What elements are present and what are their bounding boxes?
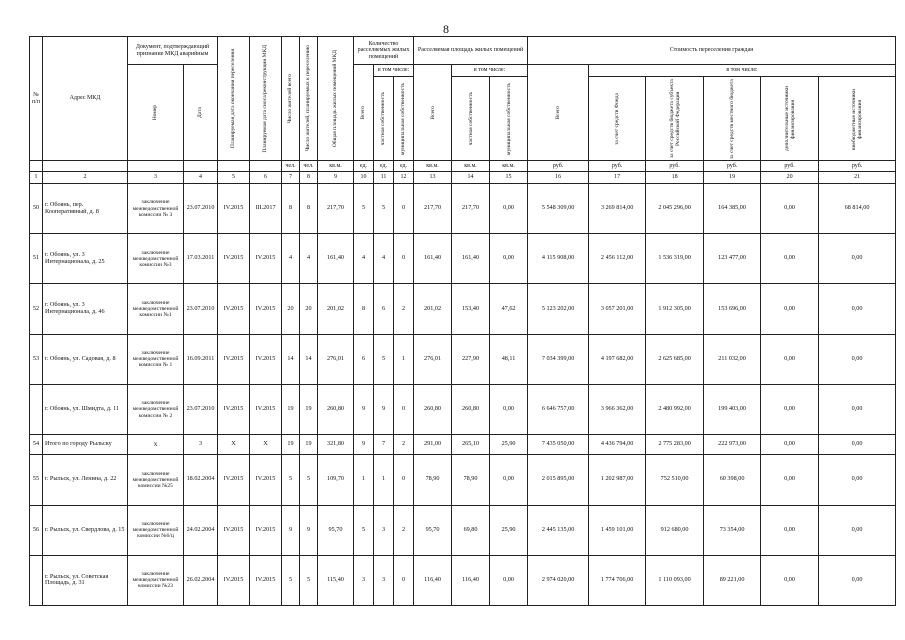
table-cell: X	[128, 435, 184, 455]
table-cell: г. Обоянь, ул. Шмидта, д. 11	[43, 384, 128, 434]
table-cell: 9	[374, 384, 394, 434]
table-cell: 6	[374, 284, 394, 334]
col-doc-date-header: Дата	[197, 107, 204, 118]
table-cell: 23.07.2010	[184, 384, 218, 434]
table-cell: 0,00	[819, 455, 896, 505]
table-cell: 1 774 706,00	[589, 555, 646, 605]
table-cell: 54	[30, 435, 43, 455]
table-cell: 123 477,00	[704, 234, 761, 284]
table-cell: 1	[374, 455, 394, 505]
table-cell: 12	[394, 172, 414, 184]
table-cell: 161,40	[452, 234, 490, 284]
col-residents-total-header: Число жителей всего	[287, 73, 294, 124]
table-cell: 3 057 201,00	[589, 284, 646, 334]
table-cell: 14	[282, 334, 300, 384]
table-cell: 260,80	[414, 384, 452, 434]
table-cell: 0,00	[761, 435, 819, 455]
table-cell	[30, 384, 43, 434]
table-row	[30, 284, 896, 334]
table-cell: руб.	[528, 161, 589, 172]
table-cell: 1	[354, 455, 374, 505]
table-cell: 7 034 399,00	[528, 334, 589, 384]
table-cell: 48,11	[490, 334, 528, 384]
col-num-header: № п/п	[30, 37, 43, 161]
table-cell: 0,00	[490, 555, 528, 605]
table-cell: 276,01	[318, 334, 354, 384]
table-cell: 8	[354, 284, 374, 334]
table-cell: IV.2015	[250, 234, 282, 284]
table-cell: IV.2015	[250, 334, 282, 384]
table-cell: 1 202 987,00	[589, 455, 646, 505]
table-cell: кв.м.	[452, 161, 490, 172]
table-cell: 0,00	[761, 384, 819, 434]
table-cell: 116,40	[414, 555, 452, 605]
table-cell: 0	[394, 184, 414, 234]
table-body	[30, 184, 896, 606]
table-cell: заключение межведомственной комиссии №6/ц	[128, 505, 184, 555]
table-cell: г. Обоянь, ул. Садовая, д. 8	[43, 334, 128, 384]
table-cell: заключение межведомственной комиссии №25	[128, 455, 184, 505]
table-cell: 227,90	[452, 334, 490, 384]
table-cell: 0,00	[819, 234, 896, 284]
table-cell: кв.м.	[318, 161, 354, 172]
table-cell: 1 912 305,00	[646, 284, 704, 334]
table-cell: 0	[394, 234, 414, 284]
table-cell: 4	[354, 234, 374, 284]
table-cell: 1	[394, 334, 414, 384]
table-cell: 1	[30, 172, 43, 184]
table-cell: IV.2015	[218, 384, 250, 434]
table-row	[30, 384, 896, 434]
table-cell: IV.2015	[218, 334, 250, 384]
table-cell: 73 354,00	[704, 505, 761, 555]
table-cell: 9	[318, 172, 354, 184]
table-cell: 21	[819, 172, 896, 184]
col-unfavorable-header: внебюджетные источники финансирования	[851, 87, 864, 150]
table-cell: 3	[374, 555, 394, 605]
table-cell: чел.	[300, 161, 318, 172]
col-document-header: Документ, подтверждающий признание МКД аварийным	[128, 37, 218, 65]
table-cell: IV.2015	[218, 234, 250, 284]
table-cell: 23.07.2010	[184, 184, 218, 234]
table-cell: 0,00	[761, 334, 819, 384]
table-cell: заключение межведомственной комиссии № 3	[128, 184, 184, 234]
table-cell: 4	[300, 234, 318, 284]
table-cell: 2 015 895,00	[528, 455, 589, 505]
table-cell: 53	[30, 334, 43, 384]
table-cell: 115,40	[318, 555, 354, 605]
table-cell: 161,40	[414, 234, 452, 284]
table-cell: 3	[354, 555, 374, 605]
table-cell: IV.2015	[218, 555, 250, 605]
table-cell: 0,00	[490, 384, 528, 434]
table-cell: заключение межведомственной комиссии № 1	[128, 334, 184, 384]
table-cell: 0,00	[761, 555, 819, 605]
col-cost-header: Стоимость переселения граждан	[528, 37, 896, 65]
table-cell: 51	[30, 234, 43, 284]
table-cell: 0,00	[490, 234, 528, 284]
col-demolition-header: Планируемая дата сноса/реконструкции МКД	[262, 44, 269, 153]
col-fund-header: за счет средств Фонда	[614, 92, 621, 145]
table-cell: ед.	[394, 161, 414, 172]
table-cell: заключение межведомственной комиссии №3	[128, 234, 184, 284]
col-rooms-municipal-header: муниципальная собственность	[400, 82, 407, 155]
table-cell: 10	[354, 172, 374, 184]
table-row	[30, 555, 896, 605]
table-cell: 0,00	[819, 555, 896, 605]
table-cell: 4	[374, 234, 394, 284]
table-cell: 260,80	[452, 384, 490, 434]
table-cell: 56	[30, 505, 43, 555]
resettlement-table	[29, 36, 896, 606]
table-cell: 164 385,00	[704, 184, 761, 234]
table-cell: Итого по городу Рыльску	[43, 435, 128, 455]
table-cell: 55	[30, 455, 43, 505]
table-cell: 291,00	[414, 435, 452, 455]
table-cell: X	[250, 435, 282, 455]
table-cell: 4	[184, 172, 218, 184]
table-cell: 50	[30, 184, 43, 234]
table-cell	[30, 161, 43, 172]
table-cell: 9	[300, 505, 318, 555]
table-cell: 0,00	[490, 184, 528, 234]
table-cell: X	[218, 435, 250, 455]
table-cell: IV.2015	[218, 455, 250, 505]
table-cell: 0,00	[761, 505, 819, 555]
table-cell: 3 269 814,00	[589, 184, 646, 234]
col-address-header: Адрес МКД	[43, 37, 128, 161]
table-cell: 9	[354, 435, 374, 455]
table-cell: 0,00	[819, 435, 896, 455]
table-cell: 109,70	[318, 455, 354, 505]
table-cell: 321,80	[318, 435, 354, 455]
table-cell	[43, 161, 128, 172]
table-cell: 5 123 202,00	[528, 284, 589, 334]
table-row	[30, 455, 896, 505]
table-cell: 0,00	[761, 455, 819, 505]
table-cell: 26.02.2004	[184, 555, 218, 605]
col-total-area-header: Общая площадь жилых помещений МКД	[332, 49, 339, 148]
table-cell: 1 110 093,00	[646, 555, 704, 605]
table-cell: 276,01	[414, 334, 452, 384]
table-cell: 25,90	[490, 435, 528, 455]
table-cell: 2	[43, 172, 128, 184]
table-cell: 5 548 309,00	[528, 184, 589, 234]
table-cell: 95,70	[414, 505, 452, 555]
table-cell: 5	[218, 172, 250, 184]
table-cell: 4 436 794,00	[589, 435, 646, 455]
table-cell: руб.	[761, 161, 819, 172]
table-cell: руб.	[646, 161, 704, 172]
table-cell: 5	[300, 555, 318, 605]
table-cell: 0	[394, 455, 414, 505]
table-cell: 16	[528, 172, 589, 184]
table-cell: 6	[250, 172, 282, 184]
col-cost-total-header: Всего	[555, 105, 562, 120]
table-cell: 260,80	[318, 384, 354, 434]
col-rooms-private-header: частная собственность	[380, 91, 387, 146]
table-cell: IV.2015	[250, 505, 282, 555]
col-area-including-header: в том числе:	[452, 65, 528, 77]
table-cell: кв.м.	[490, 161, 528, 172]
table-cell: 19	[282, 384, 300, 434]
table-cell: кв.м.	[414, 161, 452, 172]
table-cell: 0,00	[819, 505, 896, 555]
table-cell: 0,00	[490, 455, 528, 505]
table-cell: 19	[704, 172, 761, 184]
table-cell	[250, 161, 282, 172]
table-cell: 7 435 050,00	[528, 435, 589, 455]
table-cell: 4	[282, 234, 300, 284]
table-cell: 222 973,00	[704, 435, 761, 455]
table-cell: 19	[300, 435, 318, 455]
table-cell: ед.	[374, 161, 394, 172]
table-cell: 6 646 757,00	[528, 384, 589, 434]
table-cell: заключение межведомственной комиссии № 2	[128, 384, 184, 434]
table-cell: 1 536 319,00	[646, 234, 704, 284]
table-cell: г. Обоянь, ул. 3 Интернационала, д. 25	[43, 234, 128, 284]
table-row	[30, 505, 896, 555]
table-cell: 4 115 908,00	[528, 234, 589, 284]
table-cell: 153 696,00	[704, 284, 761, 334]
table-cell: 161,40	[318, 234, 354, 284]
page-number: 8	[443, 22, 449, 36]
table-cell: IV.2015	[250, 284, 282, 334]
table-cell: 78,90	[452, 455, 490, 505]
table-cell: IV.2015	[218, 184, 250, 234]
table-cell: 17	[589, 172, 646, 184]
table-cell: 4 197 682,00	[589, 334, 646, 384]
table-cell: г. Рыльск, ул. Советская Площадь, д. 31	[43, 555, 128, 605]
table-cell: 0,00	[761, 284, 819, 334]
table-cell: III.2017	[250, 184, 282, 234]
table-cell: руб.	[589, 161, 646, 172]
table-cell: 68 814,00	[819, 184, 896, 234]
table-cell: 2	[394, 284, 414, 334]
table-cell: 23.07.2010	[184, 284, 218, 334]
table-cell: 6	[354, 334, 374, 384]
col-subject-budget-header: за счет средств бюджета субъекта Российской Федерации	[668, 79, 681, 158]
table-cell: 19	[282, 435, 300, 455]
table-cell: 5	[374, 184, 394, 234]
table-cell: 47,62	[490, 284, 528, 334]
table-cell: 5	[354, 505, 374, 555]
table-cell: 95,70	[318, 505, 354, 555]
table-cell: 5	[282, 555, 300, 605]
table-cell: 17.03.2011	[184, 234, 218, 284]
table-cell	[128, 161, 184, 172]
table-cell: 2 456 112,00	[589, 234, 646, 284]
table-cell: заключение межведомственной комиссии №23	[128, 555, 184, 605]
table-cell: 2 625 685,00	[646, 334, 704, 384]
col-resettlement-end-header: Планируемая дата окончания переселения	[230, 48, 237, 149]
col-doc-number-header: Номер	[152, 104, 159, 121]
table-cell: 8	[300, 172, 318, 184]
table-cell: 13	[414, 172, 452, 184]
table-cell: 3	[128, 172, 184, 184]
table-cell: 201,02	[414, 284, 452, 334]
table-cell: 0,00	[761, 234, 819, 284]
table-cell: 3	[184, 435, 218, 455]
table-cell: 89 221,00	[704, 555, 761, 605]
table-row	[30, 234, 896, 284]
table-cell: 24.02.2004	[184, 505, 218, 555]
table-cell: 19	[300, 384, 318, 434]
table-cell: 18	[646, 172, 704, 184]
table-cell: 8	[282, 184, 300, 234]
table-cell: г. Обоянь, пер. Кооперативный, д. 8	[43, 184, 128, 234]
table-cell: чел.	[282, 161, 300, 172]
table-cell: 20	[761, 172, 819, 184]
table-cell: 199 403,00	[704, 384, 761, 434]
table-cell: 15	[490, 172, 528, 184]
table-cell: ед.	[354, 161, 374, 172]
table-cell: IV.2015	[250, 384, 282, 434]
table-cell: 217,70	[318, 184, 354, 234]
table-cell: 2 974 020,00	[528, 555, 589, 605]
table-cell: 7	[374, 435, 394, 455]
table-cell: 14	[300, 334, 318, 384]
table-cell: 217,70	[414, 184, 452, 234]
col-rooms-total-header: Всего	[360, 105, 367, 120]
table-cell: 16.09.2011	[184, 334, 218, 384]
table-cell: 18.02.2004	[184, 455, 218, 505]
table-row	[30, 334, 896, 384]
table-cell: 2 775 283,00	[646, 435, 704, 455]
table-cell: г. Обоянь, ул. 3 Интернационала, д. 46	[43, 284, 128, 334]
units-row	[30, 161, 896, 172]
table-cell: 5	[300, 455, 318, 505]
table-row	[30, 435, 896, 455]
table-cell: 0,00	[761, 184, 819, 234]
col-area-municipal-header: муниципальная собственность	[505, 82, 512, 155]
table-cell: 0,00	[819, 284, 896, 334]
table-cell: 8	[300, 184, 318, 234]
col-rooms-area-header: Расселяемая площадь жилых помещений	[414, 37, 528, 65]
table-cell: 52	[30, 284, 43, 334]
table-cell: 1 459 101,00	[589, 505, 646, 555]
table-cell: 217,70	[452, 184, 490, 234]
table-cell: 2 480 992,00	[646, 384, 704, 434]
table-cell: 5	[282, 455, 300, 505]
col-local-budget-header: за счет средств местного бюджета	[729, 78, 736, 159]
table-cell: 2	[394, 435, 414, 455]
table-cell: руб.	[704, 161, 761, 172]
table-cell: 211 032,00	[704, 334, 761, 384]
table-cell: 20	[300, 284, 318, 334]
table-cell: 9	[354, 384, 374, 434]
col-area-private-header: частная собственность	[467, 91, 474, 146]
table-cell: 25,90	[490, 505, 528, 555]
table-cell: IV.2015	[218, 505, 250, 555]
table-cell: 14	[452, 172, 490, 184]
col-additional-header: дополнительные источники финансирования	[783, 86, 796, 151]
table-cell: 11	[374, 172, 394, 184]
table-cell: заключение межведомственной комиссии №1	[128, 284, 184, 334]
table-cell: г. Рыльск, ул. Ленина, д. 22	[43, 455, 128, 505]
table-cell: 0,00	[819, 334, 896, 384]
table-cell: IV.2015	[250, 455, 282, 505]
col-area-total-header: Всего	[429, 105, 436, 120]
table-cell	[30, 555, 43, 605]
col-residents-planned-header: Число жителей, планируемых к переселению	[305, 45, 312, 152]
table-cell: 265,10	[452, 435, 490, 455]
table-cell: 2 445 135,00	[528, 505, 589, 555]
table-cell: 0	[394, 384, 414, 434]
table-cell: 2 045 296,00	[646, 184, 704, 234]
table-cell: 2	[394, 505, 414, 555]
table-cell: IV.2015	[218, 284, 250, 334]
column-numbers-row	[30, 172, 896, 184]
table-cell: 20	[282, 284, 300, 334]
table-cell: 5	[354, 184, 374, 234]
table-cell	[218, 161, 250, 172]
table-row	[30, 184, 896, 234]
col-rooms-including-header: в том числе:	[374, 65, 414, 77]
table-cell: г. Рыльск, ул. Свердлова, д. 15	[43, 505, 128, 555]
col-rooms-count-header: Количество расселяемых жилых помещений	[354, 37, 414, 65]
table-cell: 7	[282, 172, 300, 184]
table-cell: 69,80	[452, 505, 490, 555]
table-cell: 3	[374, 505, 394, 555]
table-cell: 60 398,00	[704, 455, 761, 505]
table-cell	[184, 161, 218, 172]
table-cell: 153,40	[452, 284, 490, 334]
table-cell: руб.	[819, 161, 896, 172]
table-cell: 0	[394, 555, 414, 605]
table-cell: 752 510,00	[646, 455, 704, 505]
table-cell: IV.2015	[250, 555, 282, 605]
table-cell: 9	[282, 505, 300, 555]
table-cell: 0,00	[819, 384, 896, 434]
col-cost-including-header: в том числе:	[589, 65, 896, 77]
table-cell: 201,02	[318, 284, 354, 334]
table-cell: 912 680,00	[646, 505, 704, 555]
table-cell: 78,90	[414, 455, 452, 505]
table-cell: 5	[374, 334, 394, 384]
table-cell: 3 966 362,00	[589, 384, 646, 434]
table-cell: 116,40	[452, 555, 490, 605]
